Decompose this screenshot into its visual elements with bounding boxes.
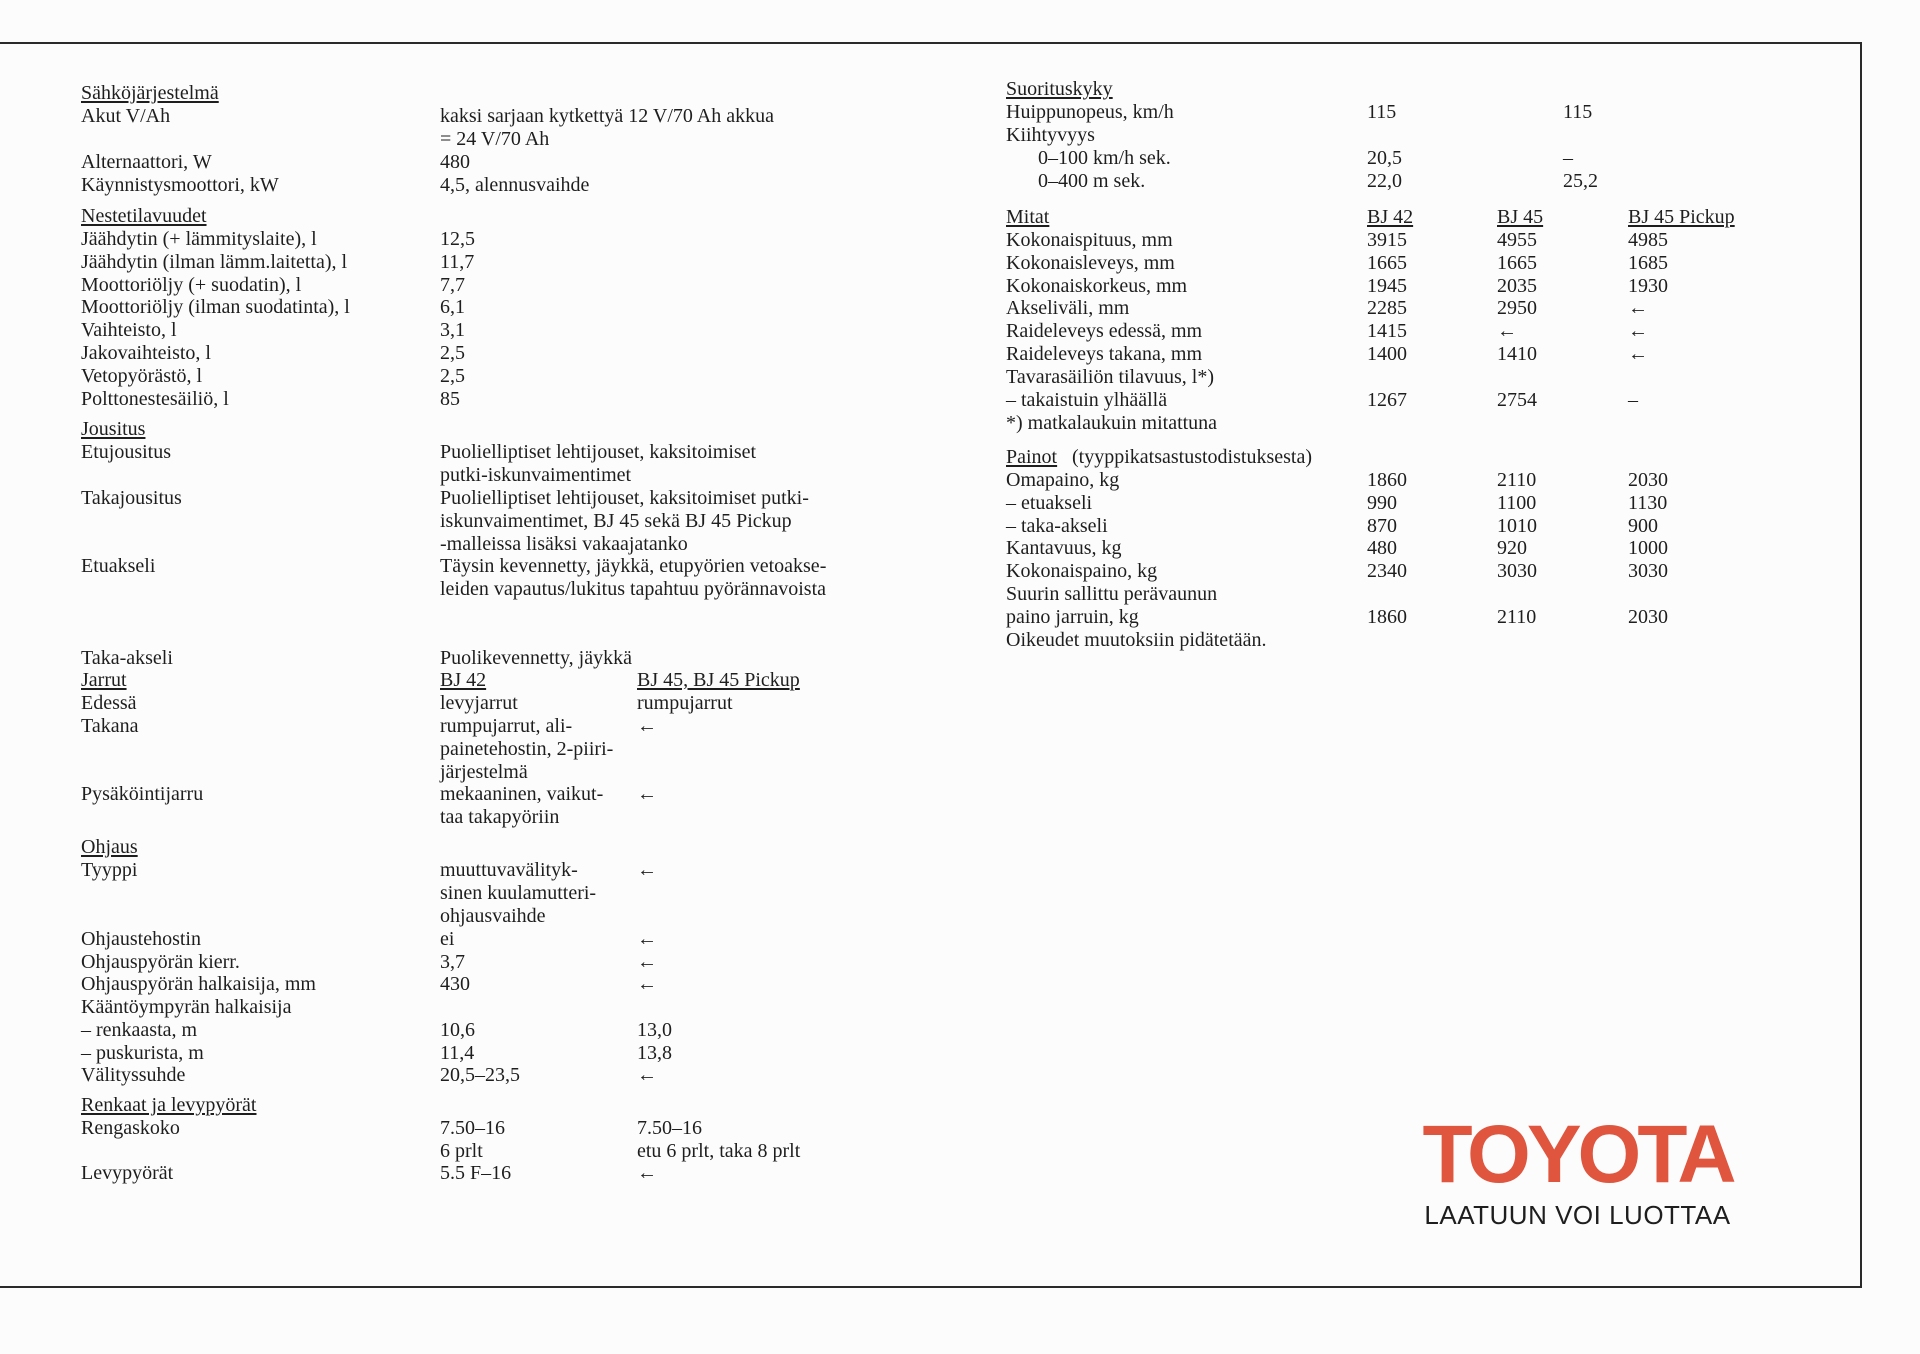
spec-label: Kantavuus, kg bbox=[1006, 537, 1122, 559]
section-heading: Sähköjärjestelmä bbox=[81, 82, 219, 104]
spec-label: 0–100 km/h sek. bbox=[1038, 147, 1171, 169]
spec-value: 11,4 bbox=[440, 1042, 475, 1064]
spec-value: 900 bbox=[1628, 515, 1658, 537]
column-heading: BJ 45 Pickup bbox=[1628, 206, 1735, 228]
spec-label: Kiihtyvyys bbox=[1006, 124, 1095, 146]
spec-label: Omapaino, kg bbox=[1006, 469, 1120, 491]
spec-value: sinen kuulamutteri- bbox=[440, 881, 597, 904]
footnote: Oikeudet muutoksiin pidätetään. bbox=[1006, 629, 1267, 651]
spec-value: ← bbox=[1628, 320, 1648, 342]
spec-value: levyjarrut bbox=[440, 692, 518, 714]
spec-label: Kokonaispaino, kg bbox=[1006, 560, 1158, 582]
spec-label: Vaihteisto, l bbox=[81, 319, 177, 341]
spec-value: 1930 bbox=[1628, 275, 1668, 297]
spec-value: putki-iskunvaimentimet bbox=[440, 463, 632, 486]
spec-value: 12,5 bbox=[440, 228, 475, 250]
spec-value: 10,6 bbox=[440, 1019, 475, 1041]
section-heading: Jarrut bbox=[81, 669, 127, 691]
spec-label: Moottoriöljy (ilman suodatinta), l bbox=[81, 296, 350, 318]
spec-value: 1415 bbox=[1367, 320, 1407, 342]
spec-label: paino jarruin, kg bbox=[1006, 606, 1139, 628]
spec-label: Jäähdytin (ilman lämm.laitetta), l bbox=[81, 251, 348, 273]
spec-value: 1685 bbox=[1628, 252, 1668, 274]
section-heading: Renkaat ja levypyörät bbox=[81, 1094, 257, 1116]
spec-label: Kokonaiskorkeus, mm bbox=[1006, 275, 1188, 297]
spec-label: Akut V/Ah bbox=[81, 105, 171, 127]
spec-value: – bbox=[1628, 389, 1638, 411]
spec-value: 13,8 bbox=[637, 1042, 672, 1064]
spec-label: Akseliväli, mm bbox=[1006, 297, 1130, 319]
spec-value: 1100 bbox=[1497, 492, 1537, 514]
spec-value: ei bbox=[440, 928, 455, 950]
spec-value: 3915 bbox=[1367, 229, 1407, 251]
spec-label: – takaistuin ylhäällä bbox=[1006, 389, 1168, 411]
spec-value: ← bbox=[637, 951, 657, 973]
spec-value: 1000 bbox=[1628, 537, 1668, 559]
section-heading: Painot bbox=[1006, 446, 1058, 468]
spec-value: 920 bbox=[1497, 537, 1527, 559]
spec-value: 4985 bbox=[1628, 229, 1668, 251]
spec-label: Edessä bbox=[81, 692, 137, 714]
spec-label: 0–400 m sek. bbox=[1038, 170, 1146, 192]
column-heading: BJ 42 bbox=[440, 669, 487, 691]
spec-value: 22,0 bbox=[1367, 170, 1402, 192]
spec-value: – bbox=[1563, 147, 1573, 169]
spec-value: 25,2 bbox=[1563, 170, 1598, 192]
spec-value: = 24 V/70 Ah bbox=[440, 127, 550, 150]
spec-value: muuttuvavälityk- bbox=[440, 859, 578, 881]
spec-value: 6 prlt bbox=[440, 1139, 483, 1162]
spec-value: 6,1 bbox=[440, 296, 465, 318]
spec-label: Takana bbox=[81, 715, 139, 737]
section-heading: Mitat bbox=[1006, 206, 1050, 228]
spec-label: Alternaattori, W bbox=[81, 151, 212, 173]
spec-value: 990 bbox=[1367, 492, 1397, 514]
section-heading: Suorituskyky bbox=[1006, 78, 1113, 100]
spec-label: Ohjaustehostin bbox=[81, 928, 201, 950]
spec-value: 4955 bbox=[1497, 229, 1537, 251]
spec-label: Tavarasäiliön tilavuus, l*) bbox=[1006, 366, 1214, 388]
spec-value: 430 bbox=[440, 973, 470, 995]
spec-label: Ohjauspyörän halkaisija, mm bbox=[81, 973, 316, 995]
spec-label: Ohjauspyörän kierr. bbox=[81, 951, 240, 973]
spec-label: – taka-akseli bbox=[1006, 515, 1108, 537]
column-heading: BJ 42 bbox=[1367, 206, 1414, 228]
spec-label: Kokonaisleveys, mm bbox=[1006, 252, 1175, 274]
spec-label: Välityssuhde bbox=[81, 1064, 186, 1086]
spec-label: Polttonestesäiliö, l bbox=[81, 388, 229, 410]
spec-value: Puolielliptiset lehtijouset, kaksitoimiset putki- bbox=[440, 487, 809, 509]
spec-value: 1945 bbox=[1367, 275, 1407, 297]
spec-label: Kääntöympyrän halkaisija bbox=[81, 996, 292, 1018]
spec-label: Suurin sallittu perävaunun bbox=[1006, 583, 1218, 605]
spec-value: 870 bbox=[1367, 515, 1397, 537]
spec-value: 5.5 F–16 bbox=[440, 1162, 512, 1184]
spec-value: järjestelmä bbox=[440, 760, 528, 783]
spec-value: leiden vapautus/lukitus tapahtuu pyörännavoista bbox=[440, 577, 827, 600]
spec-value: 20,5 bbox=[1367, 147, 1402, 169]
spec-label: Käynnistysmoottori, kW bbox=[81, 174, 279, 196]
spec-value: ← bbox=[637, 973, 657, 995]
spec-value: rumpujarrut, ali- bbox=[440, 715, 573, 737]
spec-value: 11,7 bbox=[440, 251, 475, 273]
spec-value: ← bbox=[637, 1064, 657, 1086]
spec-value: ← bbox=[1628, 297, 1648, 319]
spec-label: Takajousitus bbox=[81, 487, 182, 509]
spec-value: 2285 bbox=[1367, 297, 1407, 319]
spec-label: Taka-akseli bbox=[81, 647, 173, 669]
spec-label: Levypyörät bbox=[81, 1162, 174, 1184]
spec-label: Jäähdytin (+ lämmityslaite), l bbox=[81, 228, 317, 250]
spec-value: 1010 bbox=[1497, 515, 1537, 537]
spec-value: 20,5–23,5 bbox=[440, 1064, 520, 1086]
section-heading: Jousitus bbox=[81, 418, 146, 440]
spec-value: 1665 bbox=[1367, 252, 1407, 274]
spec-value: kaksi sarjaan kytkettyä 12 V/70 Ah akkua bbox=[440, 105, 775, 127]
spec-value: 2754 bbox=[1497, 389, 1537, 411]
spec-value: etu 6 prlt, taka 8 prlt bbox=[637, 1139, 801, 1162]
spec-value: -malleissa lisäksi vakaajatanko bbox=[440, 532, 688, 555]
spec-value: 1400 bbox=[1367, 343, 1407, 365]
spec-value: 2110 bbox=[1497, 606, 1537, 628]
spec-value: iskunvaimentimet, BJ 45 sekä BJ 45 Pickup bbox=[440, 509, 792, 532]
spec-value: 115 bbox=[1367, 101, 1397, 123]
spec-label: Tyyppi bbox=[81, 859, 138, 881]
spec-value: 7.50–16 bbox=[637, 1117, 702, 1139]
spec-value: ← bbox=[1497, 320, 1517, 342]
spec-label: Huippunopeus, km/h bbox=[1006, 101, 1174, 123]
spec-label: Rengaskoko bbox=[81, 1117, 180, 1139]
spec-label: Raideleveys edessä, mm bbox=[1006, 320, 1203, 342]
spec-label: Raideleveys takana, mm bbox=[1006, 343, 1203, 365]
spec-label: Kokonaispituus, mm bbox=[1006, 229, 1173, 251]
spec-value: 480 bbox=[440, 151, 470, 173]
section-note: (tyyppikatsastustodistuksesta) bbox=[1072, 446, 1312, 468]
spec-label: Moottoriöljy (+ suodatin), l bbox=[81, 274, 302, 296]
brand-slogan: LAATUUN VOI LUOTTAA bbox=[1424, 1200, 1731, 1230]
spec-value: 4,5, alennusvaihde bbox=[440, 174, 590, 196]
spec-value: 2030 bbox=[1628, 469, 1668, 491]
section-heading: Nestetilavuudet bbox=[81, 205, 207, 227]
spec-value: 13,0 bbox=[637, 1019, 672, 1041]
spec-label: Pysäköintijarru bbox=[81, 783, 204, 805]
spec-value: 2950 bbox=[1497, 297, 1537, 319]
spec-value: 85 bbox=[440, 388, 460, 410]
spec-value: ← bbox=[637, 928, 657, 950]
spec-value: 3030 bbox=[1628, 560, 1668, 582]
spec-value: 7,7 bbox=[440, 274, 465, 296]
spec-value: ← bbox=[637, 783, 657, 805]
spec-label: Vetopyörästö, l bbox=[81, 365, 203, 387]
spec-value: 115 bbox=[1563, 101, 1593, 123]
spec-value: 1860 bbox=[1367, 606, 1407, 628]
spec-value: ← bbox=[637, 859, 657, 881]
spec-value: Puolikevennetty, jäykkä bbox=[440, 647, 632, 669]
spec-value: 2340 bbox=[1367, 560, 1407, 582]
column-heading: BJ 45 bbox=[1497, 206, 1544, 228]
spec-value: 3,7 bbox=[440, 951, 465, 973]
spec-value: 1267 bbox=[1367, 389, 1407, 411]
spec-value: 1860 bbox=[1367, 469, 1407, 491]
spec-label: Etuakseli bbox=[81, 555, 156, 577]
spec-label: – etuakseli bbox=[1006, 492, 1093, 514]
spec-value: 2110 bbox=[1497, 469, 1537, 491]
spec-value: ohjausvaihde bbox=[440, 904, 546, 927]
spec-value: ← bbox=[637, 1162, 657, 1184]
spec-value: ← bbox=[637, 715, 657, 737]
spec-value: 1665 bbox=[1497, 252, 1537, 274]
spec-label: Etujousitus bbox=[81, 441, 172, 463]
spec-value: taa takapyöriin bbox=[440, 805, 560, 828]
spec-value: 3,1 bbox=[440, 319, 465, 341]
spec-value: Puolielliptiset lehtijouset, kaksitoimiset bbox=[440, 441, 757, 463]
spec-label: – renkaasta, m bbox=[81, 1019, 198, 1041]
spec-value: 2030 bbox=[1628, 606, 1668, 628]
spec-value: 7.50–16 bbox=[440, 1117, 505, 1139]
spec-value: 1130 bbox=[1628, 492, 1668, 514]
spec-value: painetehostin, 2-piiri- bbox=[440, 737, 614, 760]
toyota-logo: TOYOTA bbox=[1422, 1109, 1733, 1200]
spec-value: 2,5 bbox=[440, 342, 465, 364]
spec-value: Täysin kevennetty, jäykkä, etupyörien vetoakse- bbox=[440, 555, 827, 577]
spec-label: Jakovaihteisto, l bbox=[81, 342, 211, 364]
spec-value: 2,5 bbox=[440, 365, 465, 387]
spec-value: mekaaninen, vaikut- bbox=[440, 783, 604, 805]
spec-value: 1410 bbox=[1497, 343, 1537, 365]
spec-value: ← bbox=[1628, 343, 1648, 365]
column-heading: BJ 45, BJ 45 Pickup bbox=[637, 669, 800, 691]
spec-value: 2035 bbox=[1497, 275, 1537, 297]
spec-label: – puskurista, m bbox=[81, 1042, 204, 1064]
spec-value: 3030 bbox=[1497, 560, 1537, 582]
spec-value: 480 bbox=[1367, 537, 1397, 559]
section-heading: Ohjaus bbox=[81, 836, 138, 858]
spec-label: *) matkalaukuin mitattuna bbox=[1006, 412, 1218, 434]
spec-value: rumpujarrut bbox=[637, 692, 733, 714]
